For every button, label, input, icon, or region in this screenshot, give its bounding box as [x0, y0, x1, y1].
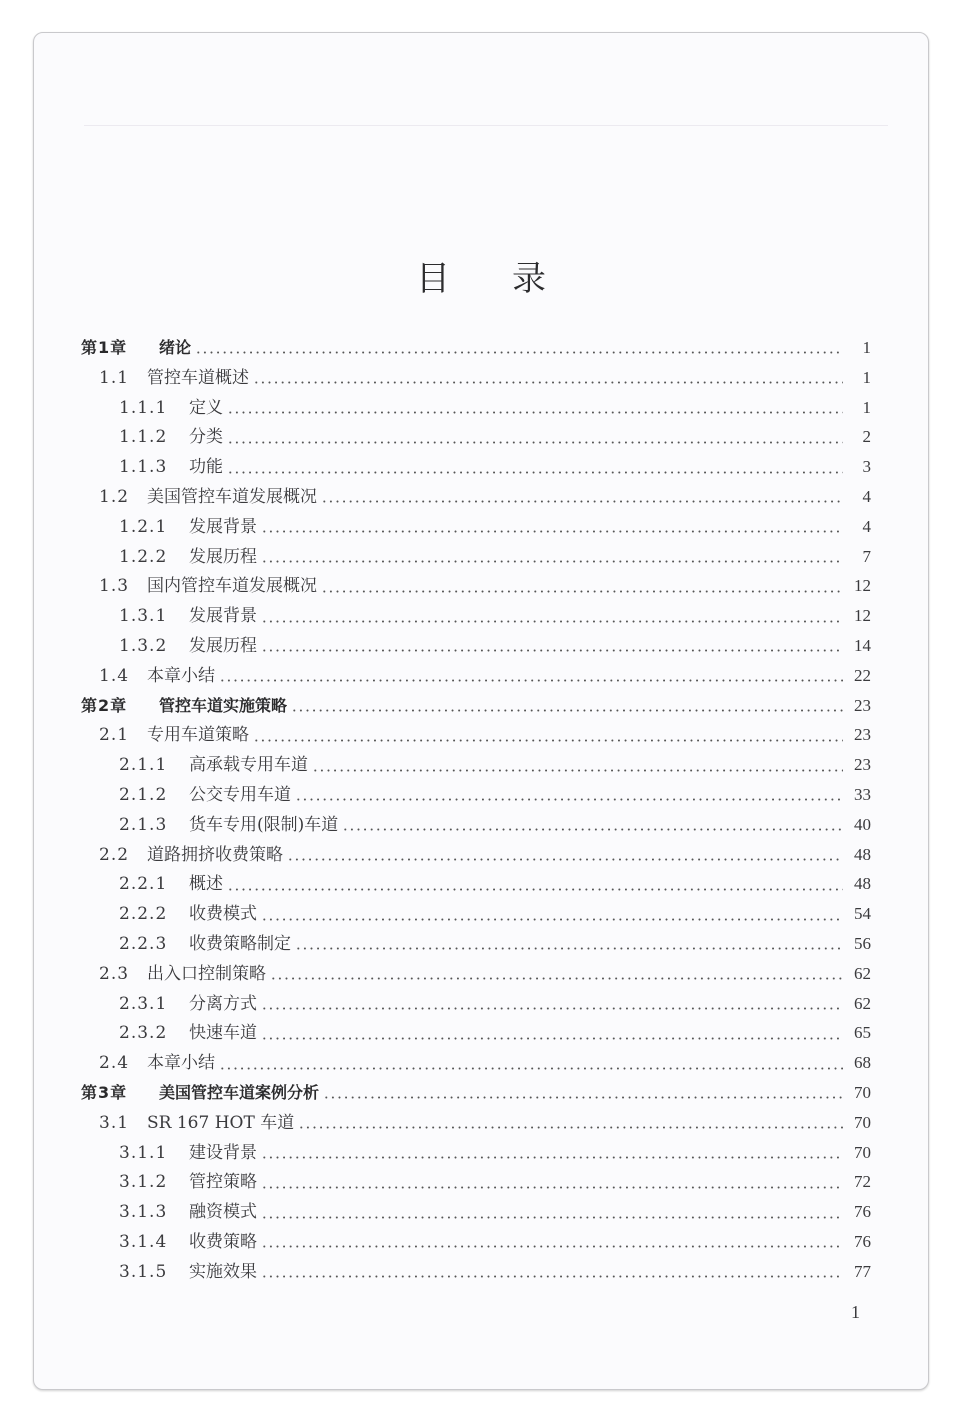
dot-leader	[261, 649, 843, 652]
dot-leader	[227, 441, 843, 444]
toc-entry-label: 收费模式	[189, 904, 257, 925]
toc-entry-label: 本章小结	[147, 1053, 215, 1074]
toc-entry-page: 56	[854, 933, 871, 953]
toc-entry-label: 专用车道策略	[147, 725, 249, 746]
toc-entry-page: 4	[862, 516, 871, 536]
toc-entry-page: 7	[862, 546, 871, 566]
dot-leader	[227, 471, 843, 474]
toc-entry-label: 收费策略	[189, 1231, 257, 1252]
toc-entry-number: 第1章	[81, 338, 128, 357]
dot-leader	[261, 560, 843, 563]
dot-leader	[227, 411, 843, 414]
dot-leader	[261, 1037, 843, 1040]
dot-leader	[291, 709, 843, 712]
toc-entry-number: 1.2	[99, 486, 130, 507]
toc-entry-number: 1.1.2	[119, 427, 168, 448]
toc-entry-page: 12	[854, 606, 871, 626]
toc-entry-label: 公交专用车道	[189, 784, 291, 805]
toc-subsection-entry[interactable]	[81, 750, 871, 780]
dot-leader	[261, 918, 843, 921]
toc-entry-number: 2.3	[99, 963, 130, 984]
toc-entry-page: 70	[854, 1142, 871, 1162]
toc-entry-label: 收费策略制定	[189, 933, 291, 954]
dot-leader	[323, 1096, 843, 1099]
toc-section-entry[interactable]	[81, 1048, 871, 1078]
toc-entry-page: 23	[854, 725, 871, 745]
toc-entry-label: 快速车道	[189, 1023, 257, 1044]
toc-entry-label: 美国管控车道案例分析	[159, 1082, 320, 1102]
toc-entry-number: 2.1.3	[119, 814, 168, 835]
toc-entry-label: 发展背景	[189, 606, 257, 627]
toc-subsection-entry[interactable]	[81, 1138, 871, 1168]
toc-entry-page: 70	[854, 1112, 871, 1132]
toc-entry-label: 管控车道实施策略	[159, 695, 288, 715]
toc-entry-page: 77	[854, 1261, 871, 1281]
toc-entry-label: 绪论	[159, 338, 192, 357]
toc-subsection-entry[interactable]	[81, 869, 871, 899]
toc-subsection-entry[interactable]	[81, 601, 871, 631]
toc-entry-label: 管控车道概述	[147, 367, 249, 388]
toc-entry-number: 2.3.2	[119, 1023, 168, 1044]
dot-leader	[261, 1007, 843, 1010]
toc-entry-number: 3.1.5	[119, 1261, 168, 1282]
toc-subsection-entry[interactable]	[81, 542, 871, 572]
toc-entry-number: 第3章	[81, 1082, 128, 1102]
toc-entry-page: 62	[854, 993, 871, 1013]
toc-entry-label: 本章小结	[147, 665, 215, 686]
dot-leader	[295, 947, 843, 950]
toc-entry-page: 40	[854, 814, 871, 834]
toc-section-entry[interactable]	[81, 1108, 871, 1138]
toc-entry-page: 48	[854, 844, 871, 864]
toc-entry-label: 融资模式	[189, 1202, 257, 1223]
toc-section-entry[interactable]	[81, 959, 871, 989]
toc-entry-label: 美国管控车道发展概况	[147, 486, 317, 507]
toc-entry-number: 1.1.1	[119, 397, 168, 418]
toc-entry-number: 3.1.3	[119, 1202, 168, 1223]
toc-subsection-entry[interactable]	[81, 1167, 871, 1197]
toc-entry-number: 1.3.2	[119, 635, 168, 656]
toc-subsection-entry[interactable]	[81, 631, 871, 661]
dot-leader	[219, 1067, 843, 1070]
toc-subsection-entry[interactable]	[81, 422, 871, 452]
table-of-contents	[81, 333, 871, 1287]
toc-entry-number: 3.1	[99, 1112, 130, 1133]
toc-title: 目录	[416, 259, 608, 299]
dot-leader	[261, 1186, 843, 1189]
toc-entry-number: 3.1.4	[119, 1231, 168, 1252]
toc-entry-page: 33	[854, 784, 871, 804]
toc-entry-label: 分类	[189, 427, 223, 448]
toc-entry-page: 1	[862, 367, 871, 387]
toc-section-entry[interactable]	[81, 661, 871, 691]
toc-chapter-entry[interactable]	[81, 333, 871, 363]
toc-subsection-entry[interactable]	[81, 780, 871, 810]
dot-leader	[270, 977, 843, 980]
toc-entry-label: 国内管控车道发展概况	[147, 576, 317, 597]
toc-entry-number: 2.1.2	[119, 784, 168, 805]
toc-entry-page: 12	[854, 576, 871, 596]
dot-leader	[261, 1216, 843, 1219]
toc-entry-number: 1.1	[99, 367, 130, 388]
toc-entry-label: 概述	[189, 874, 223, 895]
toc-entry-page: 4	[862, 486, 871, 506]
dot-leader	[261, 1245, 843, 1248]
toc-entry-page: 62	[854, 963, 871, 983]
toc-entry-number: 2.1.1	[119, 755, 168, 776]
toc-subsection-entry[interactable]	[81, 1227, 871, 1257]
toc-entry-label: 高承载专用车道	[189, 755, 308, 776]
bleed-through-rule	[84, 125, 888, 126]
toc-entry-number: 3.1.2	[119, 1172, 168, 1193]
toc-entry-label: 发展历程	[189, 635, 257, 656]
toc-entry-page: 1	[862, 338, 871, 357]
page-number: 1	[851, 1302, 860, 1322]
toc-entry-page: 22	[854, 665, 871, 685]
toc-subsection-entry[interactable]	[81, 512, 871, 542]
toc-subsection-entry[interactable]	[81, 989, 871, 1019]
toc-entry-label: 功能	[189, 457, 223, 478]
toc-entry-number: 1.4	[99, 665, 130, 686]
dot-leader	[312, 769, 843, 772]
toc-entry-page: 65	[854, 1023, 871, 1043]
dot-leader	[287, 858, 843, 861]
toc-entry-number: 2.1	[99, 725, 130, 746]
toc-section-entry[interactable]	[81, 482, 871, 512]
toc-subsection-entry[interactable]	[81, 899, 871, 929]
toc-entry-label: 出入口控制策略	[147, 963, 266, 984]
dot-leader	[219, 679, 843, 682]
dot-leader	[321, 500, 843, 503]
toc-entry-label: 货车专用(限制)车道	[189, 814, 339, 835]
toc-entry-number: 2.2.1	[119, 874, 168, 895]
dot-leader	[261, 530, 843, 533]
toc-entry-label: SR 167 HOT 车道	[147, 1112, 295, 1133]
toc-entry-label: 道路拥挤收费策略	[147, 844, 283, 865]
toc-subsection-entry[interactable]	[81, 393, 871, 423]
toc-chapter-entry[interactable]	[81, 1078, 871, 1108]
toc-entry-number: 2.2.3	[119, 933, 168, 954]
toc-entry-label: 发展历程	[189, 546, 257, 567]
toc-entry-number: 2.2.2	[119, 904, 168, 925]
toc-entry-page: 54	[854, 904, 871, 924]
toc-section-entry[interactable]	[81, 840, 871, 870]
toc-subsection-entry[interactable]	[81, 452, 871, 482]
toc-entry-page: 23	[854, 695, 871, 715]
dot-leader	[261, 1156, 843, 1159]
toc-entry-page: 3	[862, 457, 871, 477]
toc-entry-page: 70	[854, 1082, 871, 1102]
toc-entry-label: 建设背景	[189, 1142, 257, 1163]
toc-entry-page: 68	[854, 1053, 871, 1073]
dot-leader	[321, 590, 843, 593]
toc-section-entry[interactable]	[81, 720, 871, 750]
document-page	[33, 32, 929, 1390]
toc-entry-label: 实施效果	[189, 1261, 257, 1282]
toc-entry-page: 1	[862, 397, 871, 417]
toc-entry-page: 72	[854, 1172, 871, 1192]
toc-subsection-entry[interactable]	[81, 929, 871, 959]
toc-chapter-entry[interactable]	[81, 691, 871, 721]
dot-leader	[227, 888, 843, 891]
dot-leader	[298, 1126, 843, 1129]
toc-entry-number: 1.3	[99, 576, 130, 597]
dot-leader	[253, 739, 843, 742]
toc-entry-number: 2.2	[99, 844, 130, 865]
toc-entry-label: 分离方式	[189, 993, 257, 1014]
toc-entry-page: 14	[854, 635, 871, 655]
toc-entry-number: 2.4	[99, 1053, 130, 1074]
dot-leader	[342, 828, 843, 831]
toc-section-entry[interactable]	[81, 363, 871, 393]
toc-entry-page: 76	[854, 1202, 871, 1222]
dot-leader	[195, 351, 843, 354]
toc-entry-number: 1.3.1	[119, 606, 168, 627]
toc-entry-number: 3.1.1	[119, 1142, 168, 1163]
toc-entry-number: 1.2.2	[119, 546, 168, 567]
toc-subsection-entry[interactable]	[81, 810, 871, 840]
toc-entry-number: 2.3.1	[119, 993, 168, 1014]
toc-entry-page: 48	[854, 874, 871, 894]
toc-subsection-entry[interactable]	[81, 1257, 871, 1287]
toc-subsection-entry[interactable]	[81, 1018, 871, 1048]
toc-entry-label: 发展背景	[189, 516, 257, 537]
dot-leader	[261, 1275, 843, 1278]
toc-entry-page: 2	[862, 427, 871, 447]
toc-entry-label: 定义	[189, 397, 223, 418]
toc-entry-number: 1.1.3	[119, 457, 168, 478]
toc-entry-page: 23	[854, 755, 871, 775]
dot-leader	[253, 381, 843, 384]
toc-section-entry[interactable]	[81, 571, 871, 601]
dot-leader	[261, 620, 843, 623]
toc-entry-page: 76	[854, 1231, 871, 1251]
toc-entry-number: 1.2.1	[119, 516, 168, 537]
dot-leader	[295, 798, 843, 801]
toc-subsection-entry[interactable]	[81, 1197, 871, 1227]
toc-entry-label: 管控策略	[189, 1172, 257, 1193]
toc-entry-number: 第2章	[81, 695, 128, 715]
